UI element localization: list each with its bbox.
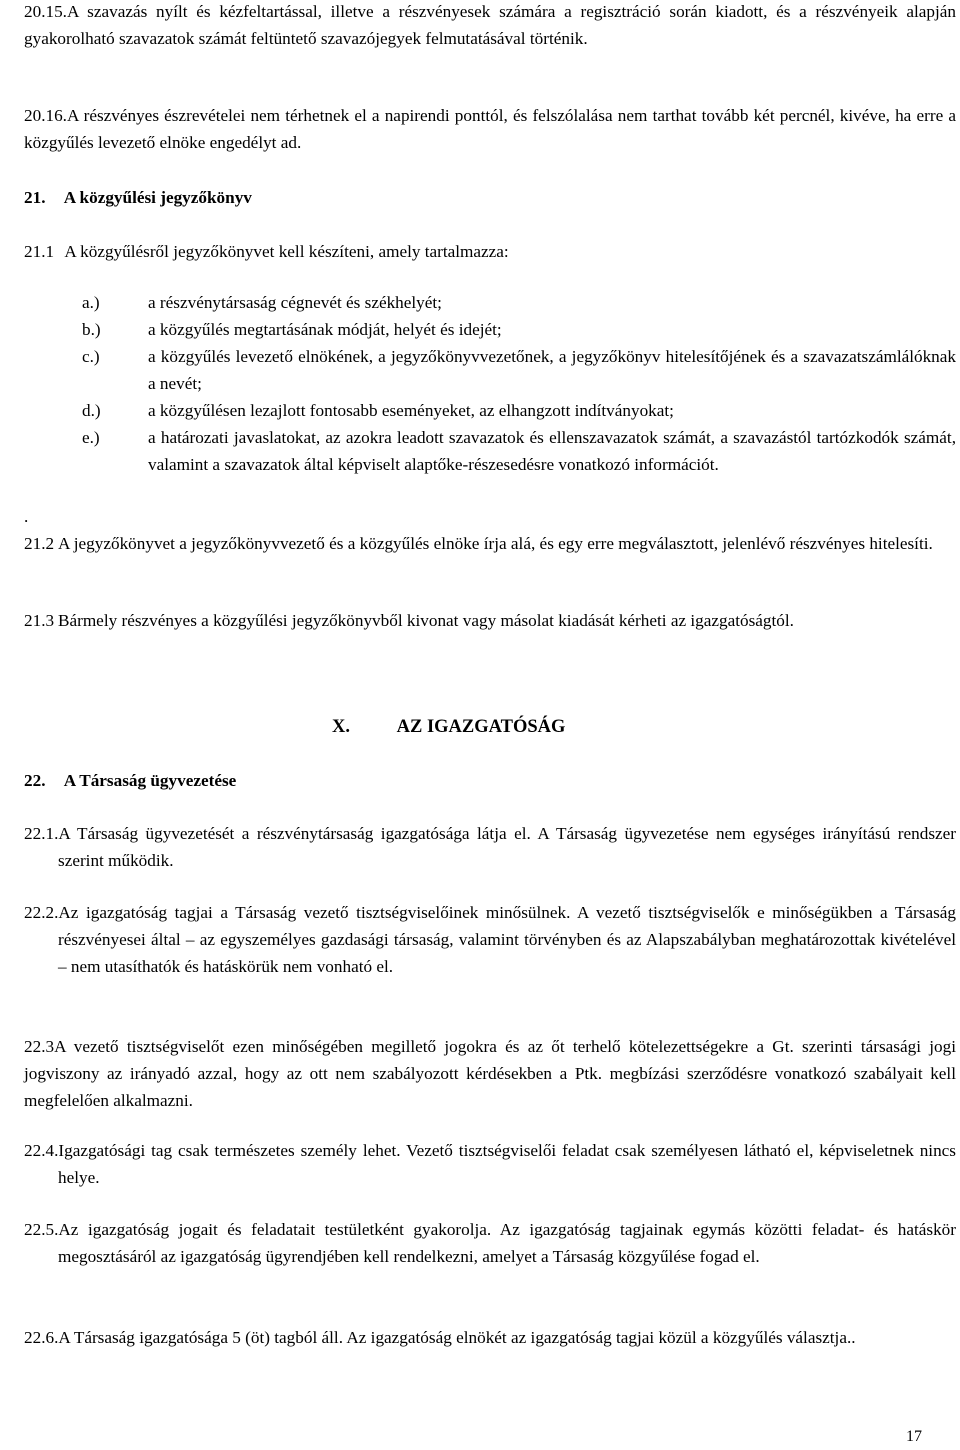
list-item xyxy=(82,289,956,316)
list-text: a közgyűlés megtartásának módját, helyét és idejét; xyxy=(148,320,502,339)
section-22-4 xyxy=(24,1137,956,1191)
section-text: A közgyűlésről jegyzőkönyvet kell készíteni, amely tartalmazza: xyxy=(64,242,509,261)
section-number: 22.1. xyxy=(24,824,59,843)
section-20-16 xyxy=(24,102,956,156)
list-text: a közgyűlésen lezajlott fontosabb eseményeket, az elhangzott indítványokat; xyxy=(148,401,674,420)
stray-dot: . xyxy=(24,507,29,526)
section-number: 21.1 xyxy=(24,242,55,261)
content-list xyxy=(82,289,956,478)
section-number: 21.2 xyxy=(24,534,55,553)
section-number: 22.2. xyxy=(24,903,59,922)
list-text: a részvénytársaság cégnevét és székhelyét; xyxy=(148,293,442,312)
heading-title: A Társaság ügyvezetése xyxy=(63,771,237,790)
list-label: e.) xyxy=(82,428,100,447)
heading-21 xyxy=(24,184,252,211)
heading-22 xyxy=(24,767,236,794)
heading-title: A közgyűlési jegyzőkönyv xyxy=(63,188,252,207)
list-label: b.) xyxy=(82,320,101,339)
list-item xyxy=(82,316,956,343)
section-22-2 xyxy=(24,899,956,980)
heading-number: 21. xyxy=(24,188,46,207)
chapter-number: X. xyxy=(332,717,350,737)
section-22-1 xyxy=(24,820,956,874)
section-text: Az igazgatóság tagjai a Társaság vezető tisztségviselőinek minősülnek. A vezető tisztségviselők e minőségükben a Társaság részvényesei által – az egyszemélyes gazdasági társaság, valamint törvényben és az Alapszabályban meghatározottak kivételével – nem utasíthatók és hatáskörük nem vonható el. xyxy=(58,903,956,976)
list-label: d.) xyxy=(82,401,101,420)
section-text: A Társaság ügyvezetését a részvénytársaság igazgatósága látja el. A Társaság ügyvezetése nem egységes irányítású rendszer szerint működik. xyxy=(58,824,956,870)
section-text: A vezető tisztségviselőt ezen minőségében megillető jogokra és az őt terhelő kötelezettségekre a Gt. szerinti társasági jogi jogviszony az irányadó azzal, hogy az ott nem szabályozott kérdésekben a Ptk. megbízási szerződésre vonatkozó szabályait kell megfelelően alkalmazni. xyxy=(24,1037,956,1110)
section-21-2 xyxy=(24,530,956,557)
page-number: 17 xyxy=(906,1428,922,1445)
list-label: c.) xyxy=(82,347,100,366)
chapter-title: AZ IGAZGATÓSÁG xyxy=(396,717,566,737)
section-text: Az igazgatóság jogait és feladatait testületként gyakorolja. Az igazgatóság tagjainak egymás közötti feladat- és hatáskör megosztásáról az igazgatóság ügyrendjében kell rendelkezni, amelyet a Társaság közgyűlése fogad el. xyxy=(58,1220,956,1266)
heading-number: 22. xyxy=(24,771,46,790)
section-22-6 xyxy=(24,1324,956,1351)
list-item xyxy=(82,397,956,424)
section-number: 22.6. xyxy=(24,1328,59,1347)
section-21-1 xyxy=(24,238,956,265)
section-number: 20.16. xyxy=(24,106,67,125)
list-text: a határozati javaslatokat, az azokra leadott szavazatok és ellenszavazatok számát, a szavazástól tartózkodók számát, valamint a szavazatok által képviselt alaptőke-részesedésre vonatkozó információt. xyxy=(148,428,956,474)
list-label: a.) xyxy=(82,293,100,312)
section-number: 21.3 xyxy=(24,611,55,630)
section-text: A jegyzőkönyvet a jegyzőkönyvvezető és a közgyűlés elnöke írja alá, és egy erre megválasztott, jelenlévő részvényes hitelesíti. xyxy=(58,534,933,553)
section-number: 22.4. xyxy=(24,1141,59,1160)
section-text: A Társaság igazgatósága 5 (öt) tagból áll. Az igazgatóság elnökét az igazgatóság tagjai közül a közgyűlés választja.. xyxy=(58,1328,856,1347)
chapter-heading xyxy=(332,714,565,741)
list-item xyxy=(82,343,956,397)
section-20-15 xyxy=(24,0,956,52)
section-text: A részvényes észrevételei nem térhetnek el a napirendi ponttól, és felszólalása nem tarthat tovább két percnél, kivéve, ha erre a közgyűlés levezető elnöke engedélyt ad. xyxy=(24,106,956,152)
section-text: A szavazás nyílt és kézfeltartással, illetve a részvényesek számára a regisztráció során kiadott, és a részvényeik alapján gyakorolható szavazatok számát feltüntető szavazójegyek felmutatásával történik. xyxy=(24,2,956,48)
section-number: 22.5. xyxy=(24,1220,59,1239)
section-21-3 xyxy=(24,607,956,634)
section-22-3 xyxy=(24,1033,956,1114)
section-text: Igazgatósági tag csak természetes személy lehet. Vezető tisztségviselői feladat csak személyesen látható el, képviseletnek nincs helye. xyxy=(58,1141,956,1187)
list-item xyxy=(82,424,956,478)
list-text: a közgyűlés levezető elnökének, a jegyzőkönyvvezetőnek, a jegyzőkönyv hitelesítőjének és a szavazatszámlálóknak a nevét; xyxy=(148,347,956,393)
section-text: Bármely részvényes a közgyűlési jegyzőkönyvből kivonat vagy másolat kiadását kérheti az igazgatóságtól. xyxy=(58,611,794,630)
section-22-5 xyxy=(24,1216,956,1270)
section-number: 22.3 xyxy=(24,1037,55,1056)
section-number: 20.15. xyxy=(24,2,67,21)
